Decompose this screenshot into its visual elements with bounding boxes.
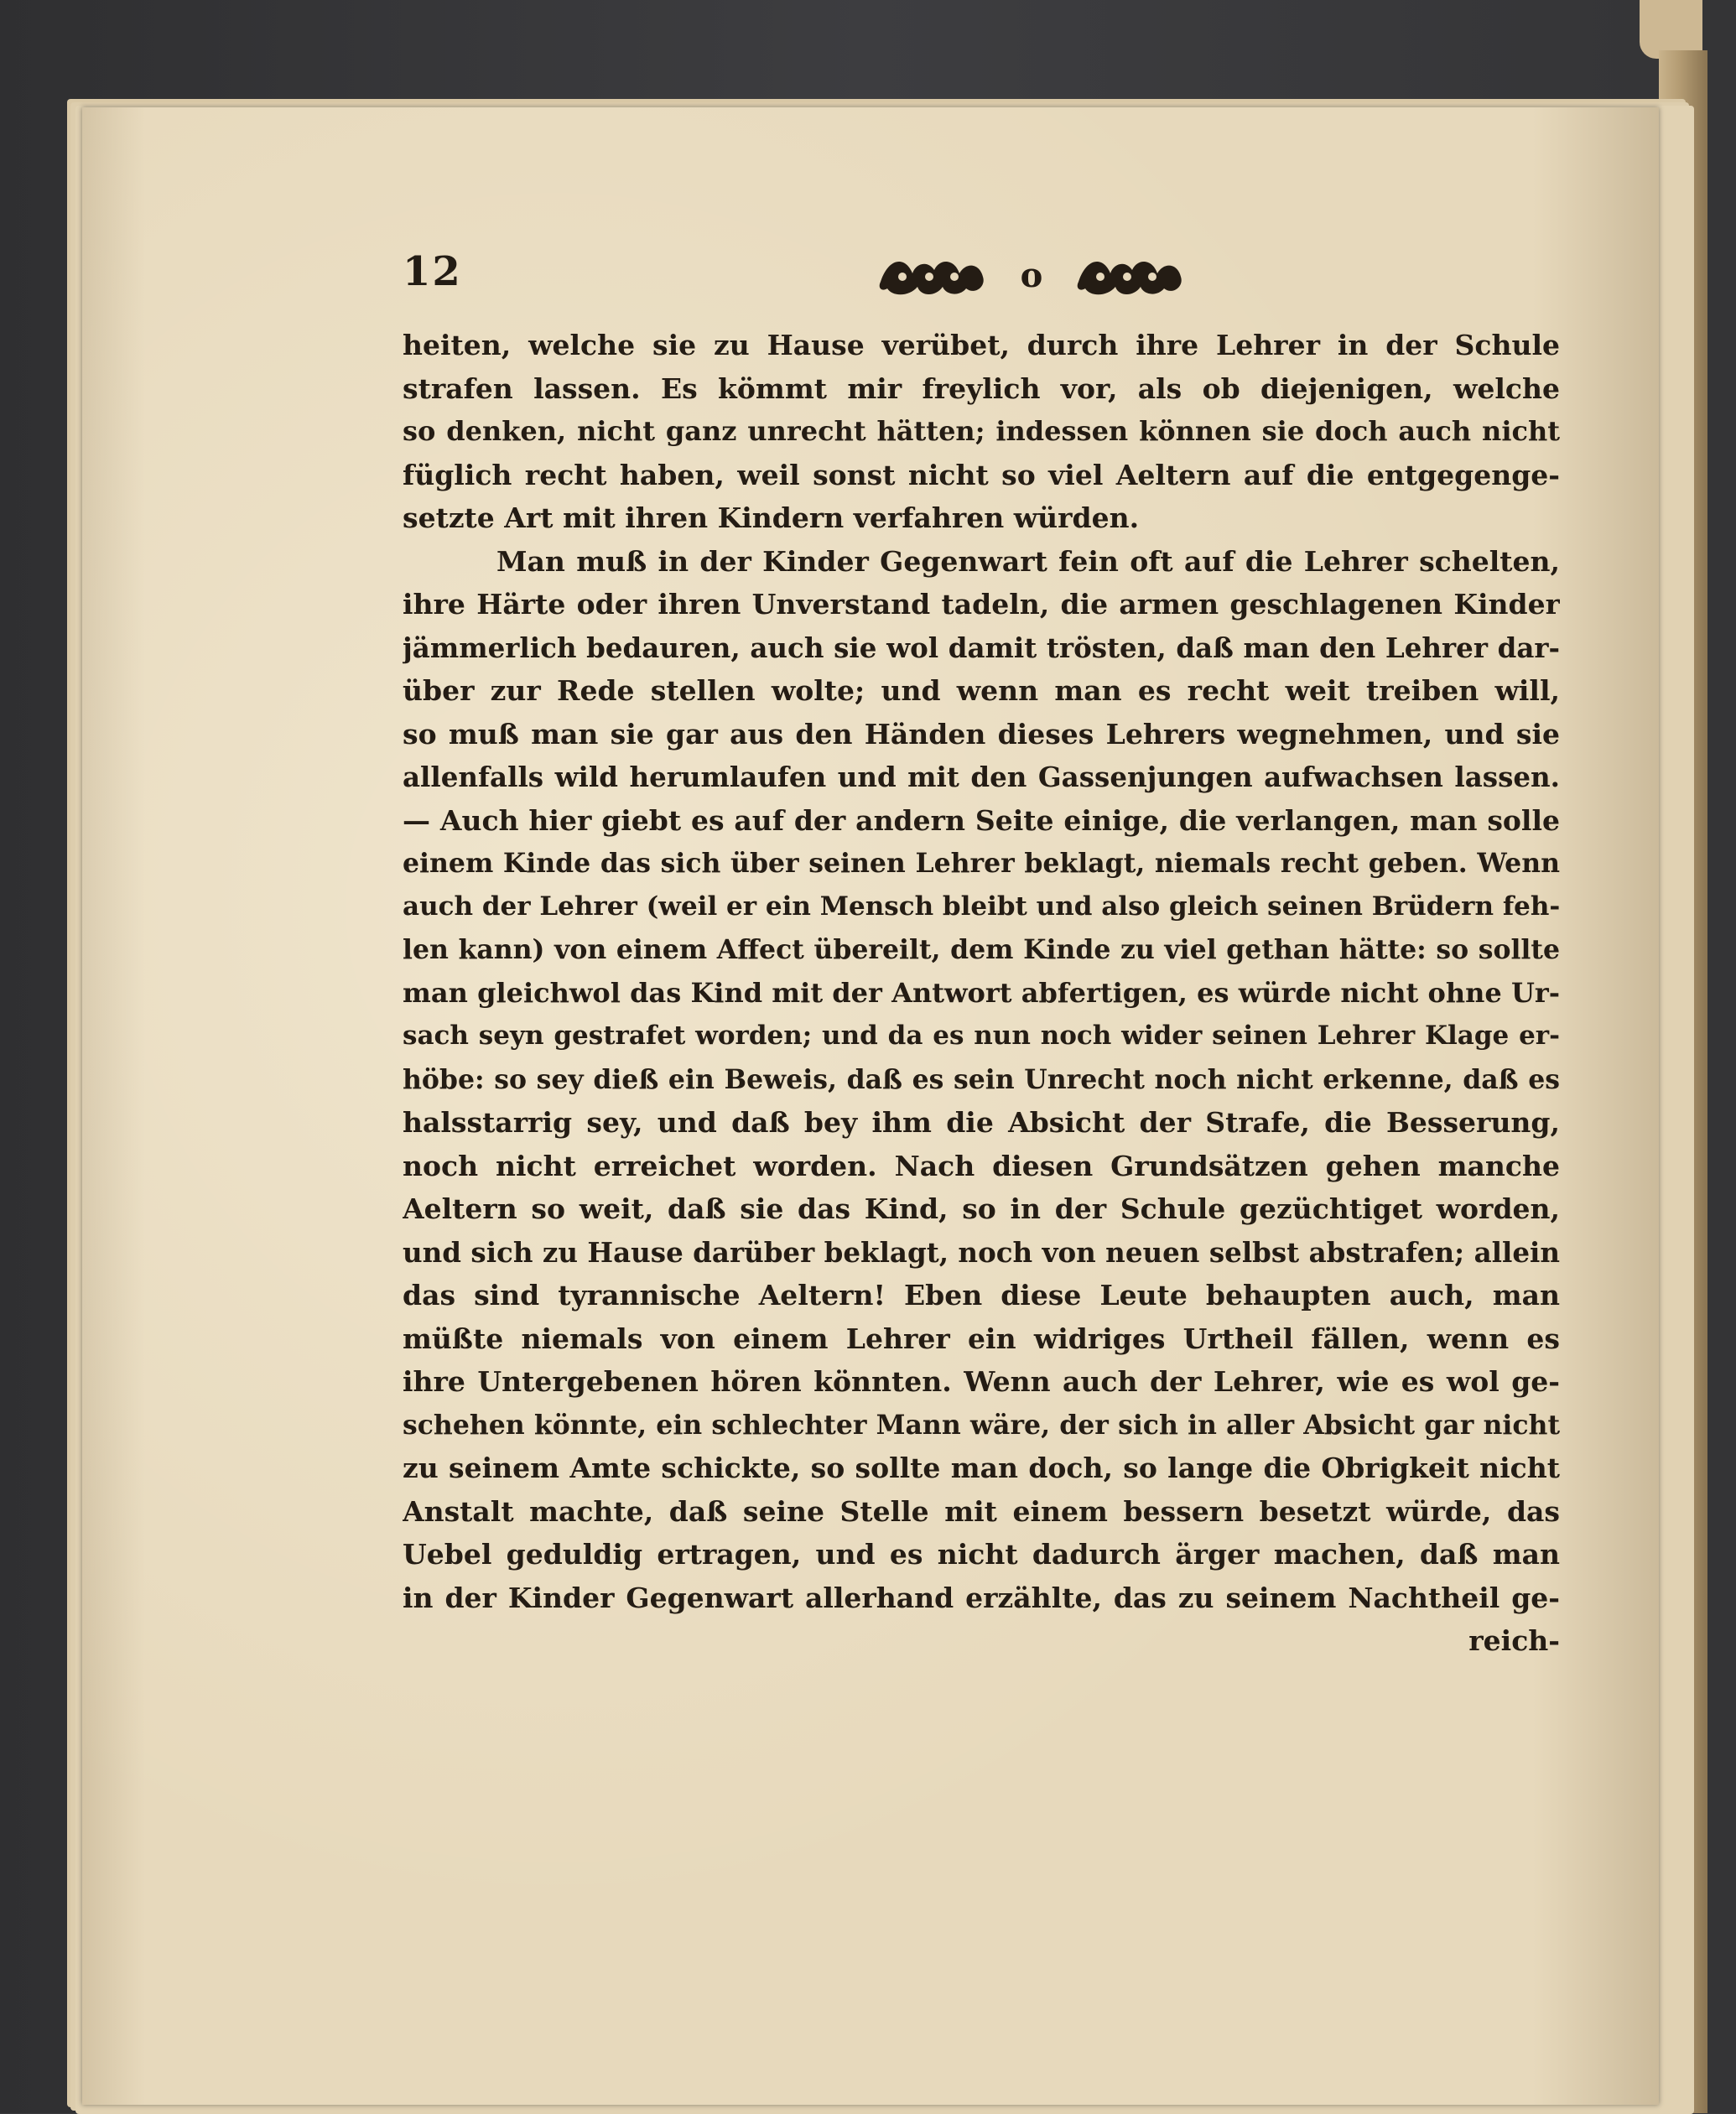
text-line: müßte niemals von einem Lehrer ein widriges Urtheil fällen, wenn es xyxy=(403,1322,1560,1355)
ornament-center-letter: o xyxy=(1020,256,1043,295)
text-line: so muß man sie gar aus den Händen dieses Lehrers wegnehmen, und sie xyxy=(403,717,1560,751)
text-line: jämmerlich bedauren, auch sie wol damit trösten, daß man den Lehrer dar- xyxy=(403,631,1560,664)
page-number: 12 xyxy=(403,248,462,295)
text-line: Anstalt machte, daß seine Stelle mit einem bessern besetzt würde, das xyxy=(403,1494,1560,1528)
text-line: strafen lassen. Es kömmt mir freylich vor, als ob diejenigen, welche xyxy=(403,371,1560,405)
text-line: Aeltern so weit, daß sie das Kind, so in der Schule gezüchtiget worden, xyxy=(403,1192,1560,1225)
text-line: schehen könnte, ein schlechter Mann wäre, der sich in aller Absicht gar nicht xyxy=(403,1409,1560,1441)
text-line: auch der Lehrer (weil er ein Mensch bleibt und also gleich seinen Brüdern feh- xyxy=(403,891,1560,922)
text-line: das sind tyrannische Aeltern! Eben diese Leute behaupten auch, man xyxy=(403,1279,1560,1312)
text-line: man gleichwol das Kind mit der Antwort abfertigen, es würde nicht ohne Ur- xyxy=(403,976,1560,1009)
text-line: allenfalls wild herumlaufen und mit den Gassenjungen aufwachsen lassen. xyxy=(403,761,1560,793)
text-line: halsstarrig sey, und daß bey ihm die Absicht der Strafe, die Besserung, xyxy=(403,1106,1560,1139)
text-line: sach seyn gestrafet worden; und da es nun noch wider seinen Lehrer Klage er- xyxy=(403,1021,1560,1051)
text-line: über zur Rede stellen wolte; und wenn man es recht weit treiben will, xyxy=(403,674,1560,707)
body-text xyxy=(403,324,1560,1663)
text-line: in der Kinder Gegenwart allerhand erzählte, das zu seinem Nachtheil ge- xyxy=(403,1581,1560,1614)
text-line: heiten, welche sie zu Hause verübet, durch ihre Lehrer in der Schule xyxy=(403,329,1560,361)
text-line: Uebel geduldig ertragen, und es nicht dadurch ärger machen, daß man xyxy=(403,1538,1560,1571)
text-line: reich- xyxy=(1468,1624,1560,1657)
text-line: einem Kinde das sich über seinen Lehrer beklagt, niemals recht geben. Wenn xyxy=(403,848,1560,879)
left-ornament-icon xyxy=(880,262,984,294)
text-line: zu seinem Amte schickte, so sollte man doch, so lange die Obrigkeit nicht xyxy=(403,1452,1560,1484)
text-line: len kann) von einem Affect übereilt, dem Kinde zu viel gethan hätte: so sollte xyxy=(403,934,1560,965)
right-ornament-icon xyxy=(1078,262,1182,294)
text-line: so denken, nicht ganz unrecht hätten; indessen können sie doch auch nicht xyxy=(403,415,1560,447)
text-line: noch nicht erreichet worden. Nach diesen Grundsätzen gehen manche xyxy=(403,1149,1560,1182)
text-line: setzte Art mit ihren Kindern verfahren würden. xyxy=(403,501,1140,534)
header-ornament-icon xyxy=(872,248,1191,302)
text-line: ihre Untergebenen hören könnten. Wenn auch der Lehrer, wie es wol ge- xyxy=(403,1365,1560,1398)
text-line: und sich zu Hause darüber beklagt, noch von neuen selbst abstrafen; allein xyxy=(403,1235,1560,1269)
text-line: — Auch hier giebt es auf der andern Seite einige, die verlangen, man solle xyxy=(403,803,1560,837)
page-header xyxy=(403,248,1577,307)
text-line: ihre Härte oder ihren Unverstand tadeln, die armen geschlagenen Kinder xyxy=(403,588,1560,621)
text-line: höbe: so sey dieß ein Beweis, daß es sein Unrecht noch nicht erkenne, daß es xyxy=(403,1063,1560,1095)
text-line: Man muß in der Kinder Gegenwart fein oft auf die Lehrer schelten, xyxy=(496,544,1560,578)
text-line: füglich recht haben, weil sonst nicht so viel Aeltern auf die entgegenge- xyxy=(403,458,1560,491)
